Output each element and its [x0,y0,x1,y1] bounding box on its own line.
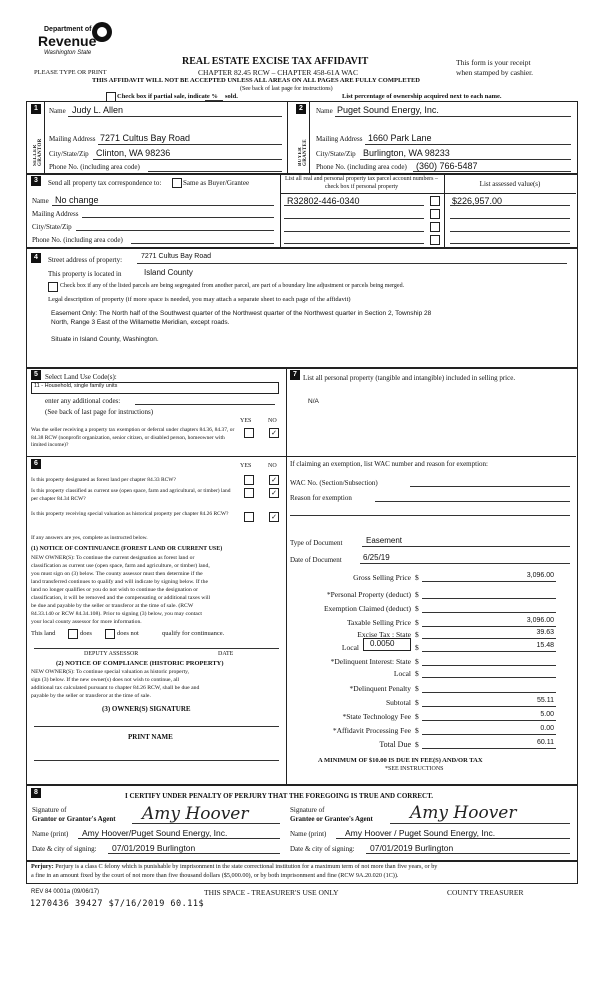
see-instructions-note: *SEE INSTRUCTIONS [385,766,444,772]
forest-no-checkbox[interactable]: ✓ [269,475,279,485]
section-number-4: 4 [31,253,41,263]
legal-desc-line-2[interactable]: North, Range 3 East of the Willamette Meridian, except roads. [51,319,230,326]
logo-line3: Washington State [44,50,92,56]
certify-text: I CERTIFY UNDER PENALTY OF PERJURY THAT THE FOREGOING IS TRUE AND CORRECT. [125,792,434,800]
qualify-label: qualify for continuance. [162,630,225,637]
tax-row-value[interactable]: 5.00 [540,711,554,718]
corr-mailing-label: Mailing Address [32,210,79,218]
perjury-text-1: Perjury is a class C felony which is punishable by imprisonment in the state correctional institution for a maximum term of not more than five years, or by [55,863,438,870]
notice1-line-9: your local county assessor for more information. [31,619,142,625]
additional-codes-label: enter any additional codes: [45,397,121,405]
legal-desc-line-1[interactable]: Easement Only: The North half of the Southwest quarter of the Northwest quarter of the Northwest quarter in Section 2, Township 28 [51,310,432,317]
tax-row-label: Local [341,643,359,652]
deputy-date-label: DATE [218,651,234,657]
grantee-name-label: Name (print) [290,830,327,838]
currency-symbol: $ [415,669,419,678]
form-subtitle: CHAPTER 82.45 RCW – CHAPTER 458-61A WAC [198,68,358,77]
receipt-note-2: when stamped by cashier. [456,68,534,77]
exemption-question: Was the seller receiving a property tax exemption or deferral under chapters 84.36, 84.37, or 84.38 RCW (nonprofit organization, senior citizen, or disabled person, homeowner with limited income)? [31,427,235,448]
tax-row-value[interactable]: 15.48 [536,642,554,649]
treasurer-use-label: THIS SPACE - TREASURER'S USE ONLY [204,888,339,897]
buyer-city-label: City/State/Zip [316,150,356,158]
see-back-note: (See back of last page for instructions) [240,86,333,92]
form-title: REAL ESTATE EXCISE TAX AFFIDAVIT [182,56,369,67]
notice2-title: (2) NOTICE OF COMPLIANCE (HISTORIC PROPERTY) [56,660,224,667]
tax-row-label: *Delinquent Interest: State [330,657,411,666]
section-number-3: 3 [31,176,41,186]
segregated-label: Check box if any of the listed parcels are being segregated from another parcel, are part of a boundary line adjustment or parcels being merged. [60,283,405,289]
grantor-sig-label-2: Grantor or Grantor's Agent [32,815,116,823]
same-as-buyer-checkbox[interactable] [172,178,182,188]
doc-date-label: Date of Document [290,556,342,564]
parcel-number-field[interactable]: R32802-446-0340 [287,196,360,206]
notice2-line-4: payable by the seller or transferor at the time of sale. [31,693,151,699]
notice1-line-3: you must sign on (3) below. The county assessor must then determine if the [31,571,203,577]
corr-city-label: City/State/Zip [32,223,72,231]
tax-row-label: *Personal Property (deduct) [326,590,411,599]
perjury-text-2: a fine in an amount fixed by the court of not more than five thousand dollars ($5,000.00), or by both imprisonment and fine (RCW 9A.20.020 (1C)). [31,872,399,879]
property-section [26,247,578,369]
tax-row-label: Excise Tax : State [357,630,411,639]
receipt-note-1: This form is your receipt [456,58,531,67]
forest-land-question: Is this property designated as forest land per chapter 84.33 RCW? [31,477,176,483]
grantee-date-field[interactable]: 07/01/2019 Burlington [370,843,454,853]
tax-row-value[interactable]: 3,096.00 [526,617,554,624]
sold-label: sold. [225,93,238,100]
section-number-8: 8 [31,788,41,798]
notice1-line-2: classification as current use (open space, farm and agriculture, or timber) land, [31,563,210,569]
seller-mailing-label: Mailing Address [49,135,96,143]
does-not-label: does not [117,630,139,637]
current-use-question: Is this property classified as current use (open space, farm and agricultural, or timber) land per chapter 84.34 RCW? [31,488,231,502]
tax-row-label: *Affidavit Processing Fee [332,726,411,735]
s5-no-checkbox[interactable]: ✓ [269,428,279,438]
buyer-city-field[interactable]: Burlington, WA 98233 [363,148,450,158]
print-note: PLEASE TYPE OR PRINT [34,69,107,76]
county-field[interactable]: Island County [144,268,193,277]
section-number-2: 2 [296,104,306,114]
seller-city-label: City/State/Zip [49,150,89,158]
s5-yes-header: YES [240,418,252,424]
currency-symbol: $ [415,604,419,613]
doc-date-field[interactable]: 6/25/19 [363,553,390,562]
perjury-text [31,862,437,880]
tax-row-value[interactable]: 3,096.00 [526,572,554,579]
personal-property-field[interactable]: N/A [308,398,319,405]
tax-row-label: *State Technology Fee [342,712,411,721]
currency-symbol: $ [415,657,419,666]
currency-symbol: $ [415,712,419,721]
seller-mailing-field[interactable]: 7271 Cultus Bay Road [100,133,191,143]
notice1-line-6: classification, it will be removed and the compensating or additional taxes will [31,595,211,601]
street-label: Street address of property: [48,256,123,264]
notice2-line-3: additional tax calculated pursuant to chapter 84.26 RCW, shall be due and [31,685,200,691]
seller-phone-label: Phone No. (including area code) [49,163,140,171]
notice1-line-7: be due and payable by the seller or transferor at the time of sale. (RCW [31,603,194,609]
seller-side-label: SELLER GRANTOR [33,138,43,166]
s6-no-header: NO [268,463,277,469]
grantee-name-field[interactable]: Amy Hoover / Puget Sound Energy, Inc. [345,828,496,838]
currency-symbol: $ [415,698,419,707]
section-number-5: 5 [31,370,41,380]
land-use-label: Select Land Use Code(s): [45,373,117,381]
owner-signature-label: (3) OWNER(S) SIGNATURE [102,705,191,713]
notice1-title: (1) NOTICE OF CONTINUANCE (FOREST LAND OR CURRENT USE) [31,546,223,552]
tax-row-label: Subtotal [385,698,411,707]
seller-name-field[interactable]: Judy L. Allen [72,105,124,115]
buyer-side-label: BUYER GRANTEE [298,139,308,166]
grantor-sig-label-1: Signature of [32,806,67,814]
tax-row-label: Exemption Claimed (deduct) [323,604,411,613]
corr-phone-label: Phone No. (including area code) [32,236,123,244]
grantee-sig-label-1: Signature of [290,806,325,814]
seller-city-field[interactable]: Clinton, WA 98236 [96,148,171,158]
currency-symbol: $ [415,726,419,735]
dor-logo [38,22,118,62]
tax-row-label: Total Due [379,740,411,749]
logo-line2: Revenue [38,33,97,49]
currency-symbol: $ [415,740,419,749]
section-number-7: 7 [290,370,300,380]
section-number-6: 6 [31,459,41,469]
legal-desc-label: Legal description of property (if more space is needed, you may attach a separate sheet to each page of the affidavit) [48,296,351,303]
currency-symbol: $ [415,618,419,627]
historic-yes-checkbox[interactable] [244,512,254,522]
buyer-mailing-field[interactable]: 1660 Park Lane [368,133,432,143]
deputy-assessor-label: DEPUTY ASSESSOR [84,651,139,657]
currency-symbol: $ [415,590,419,599]
doc-type-label: Type of Document [290,539,343,547]
tax-row-value[interactable]: 55.11 [537,697,554,704]
street-field[interactable]: 7271 Cultus Bay Road [141,253,212,260]
seller-name-label: Name [49,107,66,115]
personal-property-checkbox-1[interactable] [430,196,440,206]
tax-row-label: *Delinquent Penalty [349,684,411,693]
ownership-note: List percentage of ownership acquired next to each name. [342,93,502,100]
buyer-name-field[interactable]: Puget Sound Energy, Inc. [337,105,439,115]
currency-symbol: $ [415,630,419,639]
this-land-label: This land [31,630,56,637]
parcel-header: List all real and personal property tax parcel account numbers – check box if personal property [285,176,438,190]
wac-label: WAC No. (Section/Subsection) [290,479,378,487]
partial-sale-label: Check box if partial sale, indicate % [117,93,218,100]
s5-no-header: NO [268,418,277,424]
assessed-value-field[interactable]: $226,957.00 [452,196,503,206]
personal-property-checkbox-2[interactable] [430,209,440,219]
grantee-date-label: Date & city of signing: [290,845,355,853]
tax-row-label: Taxable Selling Price [346,618,411,627]
personal-property-label: List all personal property (tangible and intangible) included in selling price. [303,374,516,382]
currency-symbol: $ [415,573,419,582]
reason-label: Reason for exemption [290,494,352,502]
correspondence-label: Send all property tax correspondence to: [48,179,162,187]
grantor-name-label: Name (print) [32,830,69,838]
buyer-name-label: Name [316,107,333,115]
notice2-line-1: NEW OWNER(S): To continue special valuation as historic property, [31,669,190,675]
if-yes-note: If any answers are yes, complete as instructed below. [31,535,148,541]
historic-no-checkbox[interactable]: ✓ [269,512,279,522]
notice1-line-1: NEW OWNER(S): To continue the current designation as forest land or [31,555,195,561]
grantor-date-label: Date & city of signing: [32,845,97,853]
buyer-mailing-label: Mailing Address [316,135,363,143]
legal-desc-line-3[interactable]: Situate in Island County, Washington. [51,336,159,343]
does-not-checkbox[interactable] [105,629,115,639]
personal-property-checkbox-4[interactable] [430,235,440,245]
grantor-signature[interactable]: Amy Hoover [142,804,249,824]
minimum-fee-note: A MINIMUM OF $10.00 IS DUE IN FEE(S) AND/OR TAX [318,757,483,764]
does-label: does [80,630,92,637]
logo-line1: Department of [44,26,92,33]
print-name-label: PRINT NAME [128,733,173,741]
grantor-date-field[interactable]: 07/01/2019 Burlington [112,843,196,853]
tax-row-label: Gross Selling Price [353,573,411,582]
tax-row-value[interactable]: 39.63 [536,629,554,636]
notice1-line-8: 84.33.140 or RCW 84.34.108). Prior to signing (3) below, you may contact [31,611,202,617]
current-use-no-checkbox[interactable]: ✓ [269,488,279,498]
personal-property-checkbox-3[interactable] [430,222,440,232]
notice1-line-4: land transferred continues to qualify and will indicate by signing below. If the [31,579,209,585]
grantee-sig-label-2: Grantee or Grantee's Agent [290,815,373,823]
currency-symbol: $ [415,684,419,693]
county-treasurer-label: COUNTY TREASURER [447,888,524,897]
notice2-line-2: sign (3) below. If the new owner(s) does not wish to continue, all [31,677,180,683]
s5-yes-checkbox[interactable] [244,428,254,438]
s6-yes-header: YES [240,463,252,469]
forest-yes-checkbox[interactable] [244,475,254,485]
grantee-signature[interactable]: Amy Hoover [410,803,517,823]
segregated-checkbox[interactable] [48,282,58,292]
perjury-label: Perjury: [31,863,54,870]
historic-question: Is this property receiving special valuation as historical property per chapter 84.26 RCW? [31,511,229,517]
tax-row-label: Local [393,669,411,678]
land-use-code: 11 - Household, single family units [34,383,118,389]
receipt-stamp: 1270436 39427 $7/16/2019 60.11$ [30,899,205,909]
current-use-yes-checkbox[interactable] [244,488,254,498]
does-checkbox[interactable] [68,629,78,639]
corr-name-label: Name [32,197,49,205]
local-rate-field: 0.0050 [370,639,395,648]
buyer-phone-field[interactable]: (360) 766-5487 [416,161,478,171]
section-number-1: 1 [31,104,41,114]
rev-number: REV 84 0001a (09/06/17) [31,889,100,895]
tax-row-value[interactable]: 0.00 [540,725,554,732]
assessed-header: List assessed value(s) [479,180,541,188]
exemption-label: If claiming an exemption, list WAC number and reason for exemption: [290,460,488,468]
corr-name-field[interactable]: No change [55,195,99,205]
notice1-line-5: land no longer qualifies or you do not wish to continue the designation or [31,587,198,593]
tax-row-value[interactable]: 60.11 [537,739,554,746]
grantor-name-field[interactable]: Amy Hoover/Puget Sound Energy, Inc. [82,828,228,838]
currency-symbol: $ [415,643,419,652]
doc-type-field[interactable]: Easement [366,536,403,545]
county-label: This property is located in [48,270,122,278]
same-as-buyer-label: Same as Buyer/Grantee [183,179,250,187]
warning-text: THIS AFFIDAVIT WILL NOT BE ACCEPTED UNLESS ALL AREAS ON ALL PAGES ARE FULLY COMPLETED [92,77,420,84]
land-use-see-back: (See back of last page for instructions) [45,408,154,416]
buyer-phone-label: Phone No. (including area code) [316,163,407,171]
